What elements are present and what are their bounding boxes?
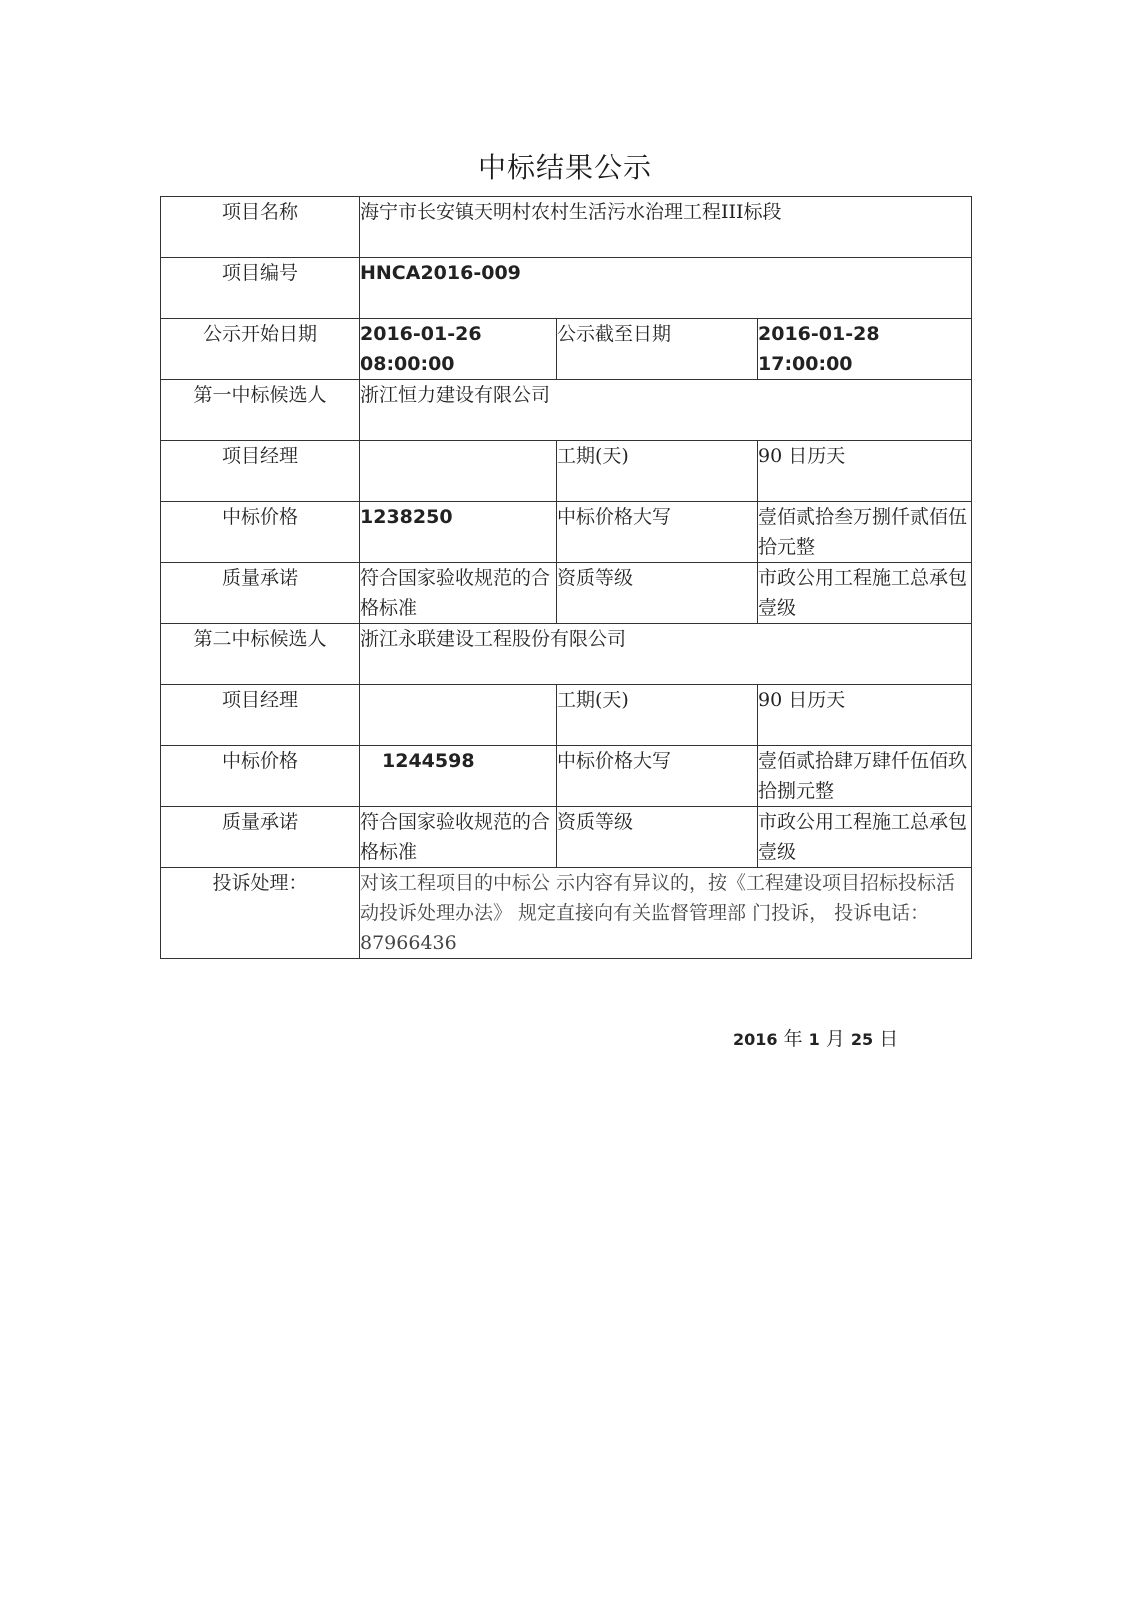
candidate-1-price-label: 中标价格 xyxy=(161,502,360,563)
candidate-2-row xyxy=(161,624,972,685)
project-name-row xyxy=(161,197,972,258)
project-name-value: 海宁市长安镇天明村农村生活污水治理工程III标段 xyxy=(360,197,972,258)
end-date-label: 公示截至日期 xyxy=(557,319,758,380)
date-month: 1 xyxy=(808,1030,820,1049)
candidate-1-quality-label: 质量承诺 xyxy=(161,563,360,624)
candidate-2-period-label: 工期(天) xyxy=(557,685,758,746)
candidate-2-price-value: 1244598 xyxy=(360,746,557,807)
candidate-1-price-caps-label: 中标价格大写 xyxy=(557,502,758,563)
candidate-1-label: 第一中标候选人 xyxy=(161,380,360,441)
candidate-2-price-row xyxy=(161,746,972,807)
candidate-1-quality-row xyxy=(161,563,972,624)
candidate-1-manager-label: 项目经理 xyxy=(161,441,360,502)
project-code-value: HNCA2016-009 xyxy=(360,258,972,319)
complaint-text: 对该工程项目的中标公 示内容有异议的，按《工程建设项目招标投标活动投诉处理办法》 规定直接向有关监督管理部 门投诉， 投诉电话：87966436 xyxy=(360,868,972,959)
candidate-2-quality-row xyxy=(161,807,972,868)
date-year: 2016 xyxy=(733,1030,778,1049)
candidate-2-price-caps-label: 中标价格大写 xyxy=(557,746,758,807)
bid-result-table xyxy=(160,196,972,959)
candidate-2-qualification-label: 资质等级 xyxy=(557,807,758,868)
candidate-2-manager-value xyxy=(360,685,557,746)
project-code-label: 项目编号 xyxy=(161,258,360,319)
candidate-1-manager-value xyxy=(360,441,557,502)
candidate-1-price-value: 1238250 xyxy=(360,502,557,563)
candidate-2-price-caps-value: 壹佰贰拾肆万肆仟伍佰玖拾捌元整 xyxy=(758,746,972,807)
candidate-1-name: 浙江恒力建设有限公司 xyxy=(360,380,972,441)
candidate-2-qualification-value: 市政公用工程施工总承包壹级 xyxy=(758,807,972,868)
end-date-value: 2016-01-28 17:00:00 xyxy=(758,319,972,380)
candidate-1-period-label: 工期(天) xyxy=(557,441,758,502)
candidate-2-price-label: 中标价格 xyxy=(161,746,360,807)
candidate-2-manager-row xyxy=(161,685,972,746)
notice-period-row xyxy=(161,319,972,380)
document-title: 中标结果公示 xyxy=(477,151,652,184)
date-day-unit: 日 xyxy=(879,1028,899,1050)
candidate-2-quality-value: 符合国家验收规范的合格标准 xyxy=(360,807,557,868)
candidate-2-period-value: 90 日历天 xyxy=(758,685,972,746)
date-year-unit: 年 xyxy=(783,1028,803,1050)
candidate-1-row xyxy=(161,380,972,441)
candidate-2-label: 第二中标候选人 xyxy=(161,624,360,685)
complaint-row xyxy=(161,868,972,959)
candidate-1-manager-row xyxy=(161,441,972,502)
candidate-1-period-value: 90 日历天 xyxy=(758,441,972,502)
candidate-1-qualification-value: 市政公用工程施工总承包壹级 xyxy=(758,563,972,624)
candidate-2-quality-label: 质量承诺 xyxy=(161,807,360,868)
start-date-value: 2016-01-26 08:00:00 xyxy=(360,319,557,380)
date-month-unit: 月 xyxy=(825,1028,845,1050)
candidate-1-qualification-label: 资质等级 xyxy=(557,563,758,624)
candidate-1-price-caps-value: 壹佰贰拾叁万捌仟贰佰伍拾元整 xyxy=(758,502,972,563)
publish-date xyxy=(733,1024,898,1051)
candidate-2-name: 浙江永联建设工程股份有限公司 xyxy=(360,624,972,685)
complaint-label: 投诉处理： xyxy=(161,868,360,959)
project-name-label: 项目名称 xyxy=(161,197,360,258)
date-day: 25 xyxy=(850,1030,874,1049)
start-date-label: 公示开始日期 xyxy=(161,319,360,380)
candidate-1-price-row xyxy=(161,502,972,563)
project-code-row xyxy=(161,258,972,319)
candidate-1-quality-value: 符合国家验收规范的合格标准 xyxy=(360,563,557,624)
candidate-2-manager-label: 项目经理 xyxy=(161,685,360,746)
